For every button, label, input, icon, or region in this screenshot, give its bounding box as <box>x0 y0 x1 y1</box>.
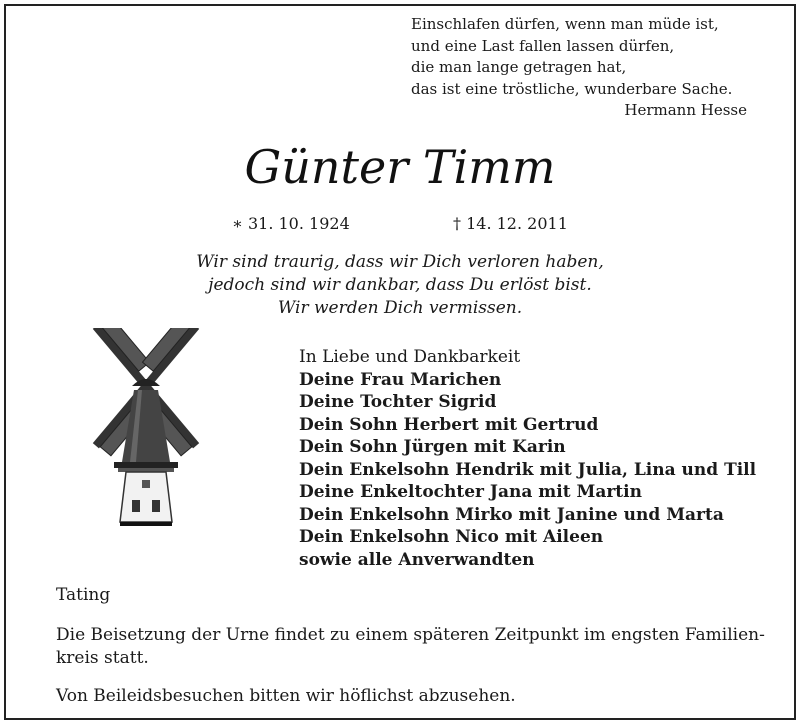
deceased-name: Günter Timm <box>244 140 556 194</box>
list-item: Dein Enkelsohn Mirko mit Janine und Marta <box>299 504 724 525</box>
birth-date: ∗ 31. 10. 1924 <box>232 214 350 233</box>
quote-line: jedoch sind wir dankbar, dass Du erlöst bist. <box>208 275 592 295</box>
list-item: Dein Enkelsohn Hendrik mit Julia, Lina und Till <box>299 459 757 480</box>
quote-line: Wir werden Dich vermissen. <box>277 298 523 318</box>
burial-note-line: kreis statt. <box>56 648 149 668</box>
list-item: Deine Tochter Sigrid <box>299 392 497 412</box>
poem-line: Einschlafen dürfen, wenn man müde ist, <box>411 15 719 33</box>
burial-note <box>56 624 765 670</box>
list-item: Deine Enkeltochter Jana mit Martin <box>299 482 642 502</box>
poem <box>411 14 747 122</box>
list-item: Dein Sohn Herbert mit Gertrud <box>299 414 599 435</box>
poem-line: und eine Last fallen lassen dürfen, <box>411 36 675 55</box>
condolence-note: Von Beileidsbesuchen bitten wir höflichst abzusehen. <box>56 686 516 706</box>
list-item: Dein Sohn Jürgen mit Karin <box>299 437 566 457</box>
mourners-intro: In Liebe und Dankbarkeit <box>299 347 521 367</box>
memorial-quote <box>0 251 800 320</box>
burial-note-line: Die Beisetzung der Urne findet zu einem späteren Zeitpunkt im engsten Familien- <box>56 625 765 645</box>
poem-line: das ist eine tröstliche, wunderbare Sache. <box>411 79 733 98</box>
poem-line: die man lange getragen hat, <box>411 58 627 76</box>
mourners-list <box>299 346 756 571</box>
location: Tating <box>56 585 111 605</box>
quote-line: Wir sind traurig, dass wir Dich verloren haben, <box>196 252 604 272</box>
windmill-icon <box>74 328 214 528</box>
list-item: Dein Enkelsohn Nico mit Aileen <box>299 527 604 547</box>
poem-author: Hermann Hesse <box>624 101 747 119</box>
death-date: † 14. 12. 2011 <box>453 214 568 233</box>
list-item: Deine Frau Marichen <box>299 369 502 390</box>
list-item: sowie alle Anverwandten <box>299 549 535 570</box>
